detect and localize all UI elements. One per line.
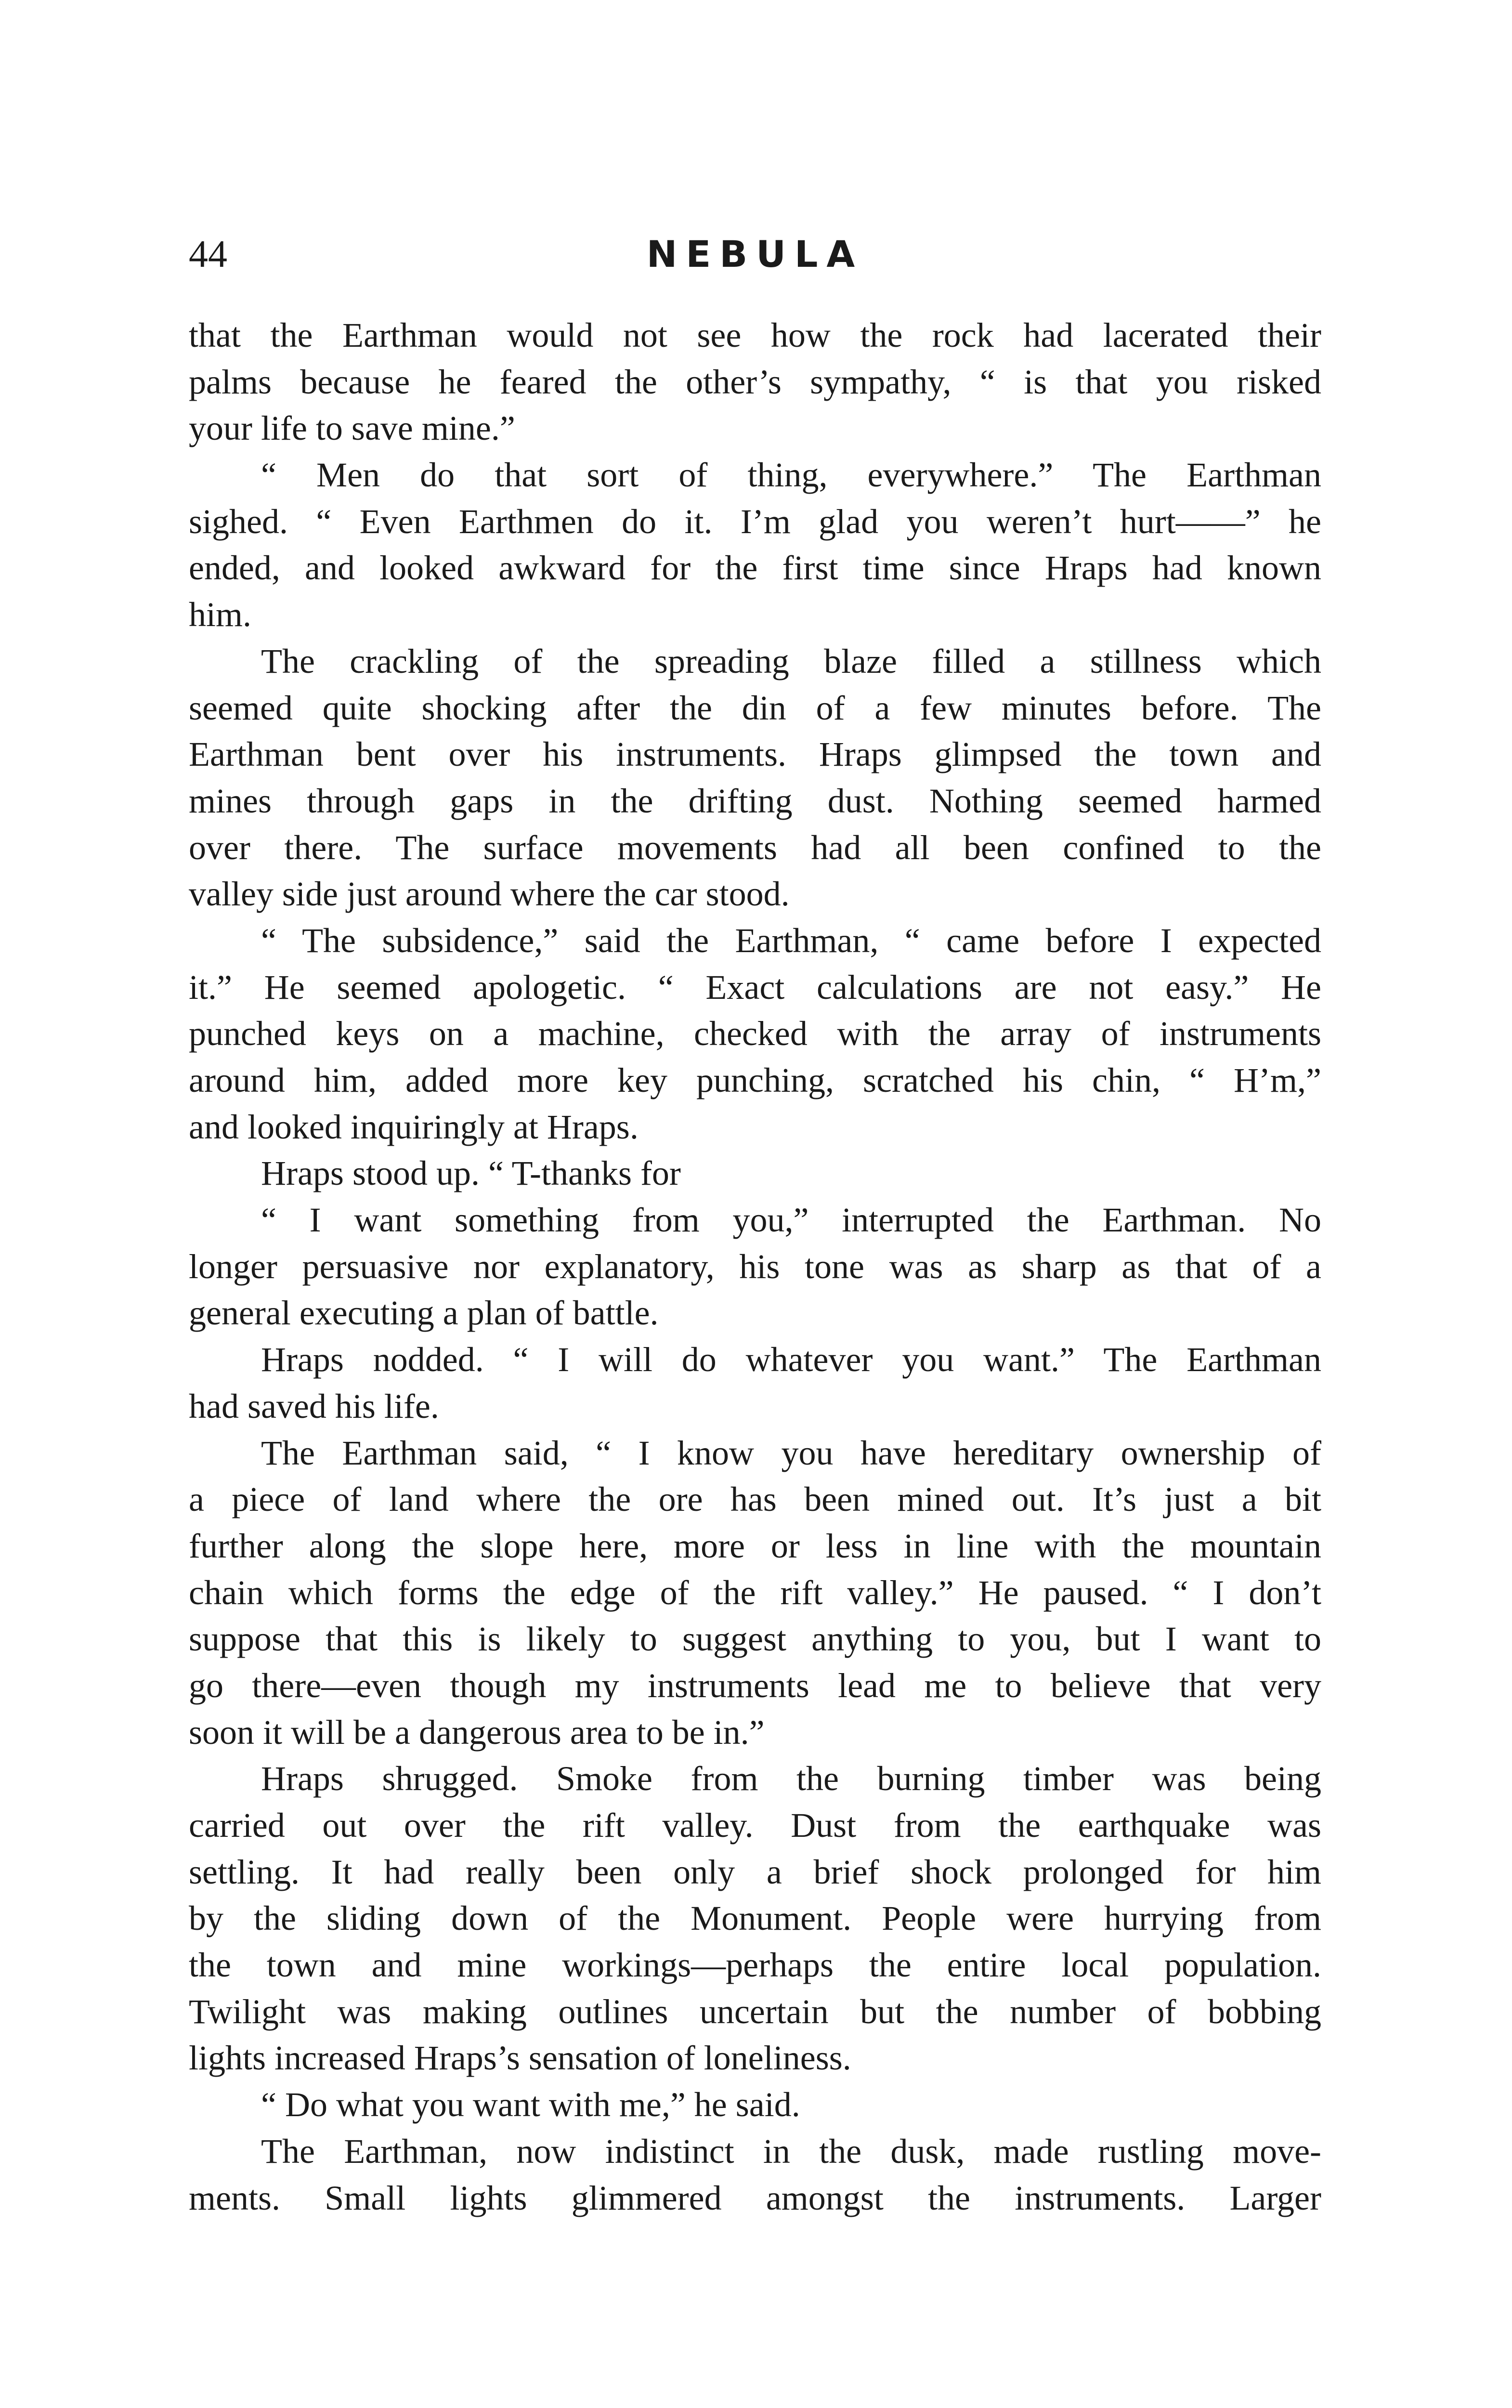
text-line: mines through gaps in the drifting dust. Nothing seemed harmed — [189, 781, 1321, 820]
text-line: The Earthman, now indistinct in the dusk, made rustling move- — [261, 2132, 1321, 2171]
text-line: ments. Small lights glimmered amongst the instruments. Larger — [189, 2178, 1321, 2217]
text-line: suppose that this is likely to suggest anything to you, but I want to — [189, 1620, 1321, 1659]
text-line: valley side just around where the car stood. — [189, 875, 790, 914]
text-line: that the Earthman would not see how the rock had lacerated their — [189, 316, 1321, 354]
text-line: “ I want something from you,” interrupted the Earthman. No — [261, 1201, 1321, 1240]
page-number: 44 — [189, 233, 227, 275]
text-line: your life to save mine.” — [189, 409, 515, 448]
text-line: punched keys on a machine, checked with the array of instruments — [189, 1014, 1321, 1053]
text-line: The crackling of the spreading blaze filled a stillness which — [261, 641, 1321, 681]
text-line: “ Do what you want with me,” he said. — [261, 2085, 800, 2124]
running-title: NEBULA — [646, 233, 864, 275]
text-line: the town and mine workings—perhaps the entire local population. — [189, 1946, 1321, 1985]
text-line: longer persuasive nor explanatory, his tone was as sharp as that of a — [189, 1247, 1321, 1286]
text-line: general executing a plan of battle. — [189, 1294, 659, 1333]
text-line: over there. The surface movements had all been confined to the — [189, 828, 1321, 867]
text-line: him. — [189, 595, 252, 634]
text-line: “ Men do that sort of thing, everywhere.” The Earthman — [261, 456, 1321, 495]
text-line: had saved his life. — [189, 1387, 439, 1426]
text-line: by the sliding down of the Monument. People were hurrying from — [189, 1899, 1321, 1938]
text-line: palms because he feared the other’s sympathy, “ is that you risked — [189, 362, 1321, 401]
text-line: Hraps stood up. “ T-thanks for — [261, 1154, 681, 1193]
text-line: soon it will be a dangerous area to be in.” — [189, 1713, 765, 1752]
text-line: further along the slope here, more or less in line with the mountain — [189, 1526, 1321, 1565]
body-text — [189, 312, 1321, 2221]
text-line: carried out over the rift valley. Dust from the earthquake was — [189, 1806, 1321, 1845]
text-line: ended, and looked awkward for the first time since Hraps had known — [189, 549, 1321, 588]
page-header — [189, 230, 1321, 288]
text-line: settling. It had really been only a brief shock prolonged for him — [189, 1852, 1321, 1891]
text-line: lights increased Hraps’s sensation of loneliness. — [189, 2039, 851, 2078]
text-line: seemed quite shocking after the din of a few minutes before. The — [189, 688, 1321, 727]
text-line: it.” He seemed apologetic. “ Exact calculations are not easy.” He — [189, 968, 1321, 1007]
text-line: sighed. “ Even Earthmen do it. I’m glad you weren’t hurt——” he — [189, 502, 1321, 541]
text-line: and looked inquiringly at Hraps. — [189, 1107, 639, 1146]
text-line: “ The subsidence,” said the Earthman, “ came before I expected — [261, 921, 1321, 960]
text-line: Twilight was making outlines uncertain but the number of bobbing — [189, 1992, 1321, 2031]
text-line: a piece of land where the ore has been mined out. It’s just a bit — [189, 1480, 1321, 1519]
text-line: around him, added more key punching, scratched his chin, “ H’m,” — [189, 1061, 1321, 1099]
text-line: go there—even though my instruments lead me to believe that very — [189, 1666, 1321, 1705]
text-line: Hraps nodded. “ I will do whatever you want.” The Earthman — [261, 1340, 1321, 1379]
text-line: Earthman bent over his instruments. Hraps glimpsed the town and — [189, 735, 1321, 774]
text-line: Hraps shrugged. Smoke from the burning timber was being — [261, 1759, 1321, 1798]
text-line: chain which forms the edge of the rift valley.” He paused. “ I don’t — [189, 1573, 1321, 1612]
text-line: The Earthman said, “ I know you have hereditary ownership of — [261, 1433, 1321, 1472]
